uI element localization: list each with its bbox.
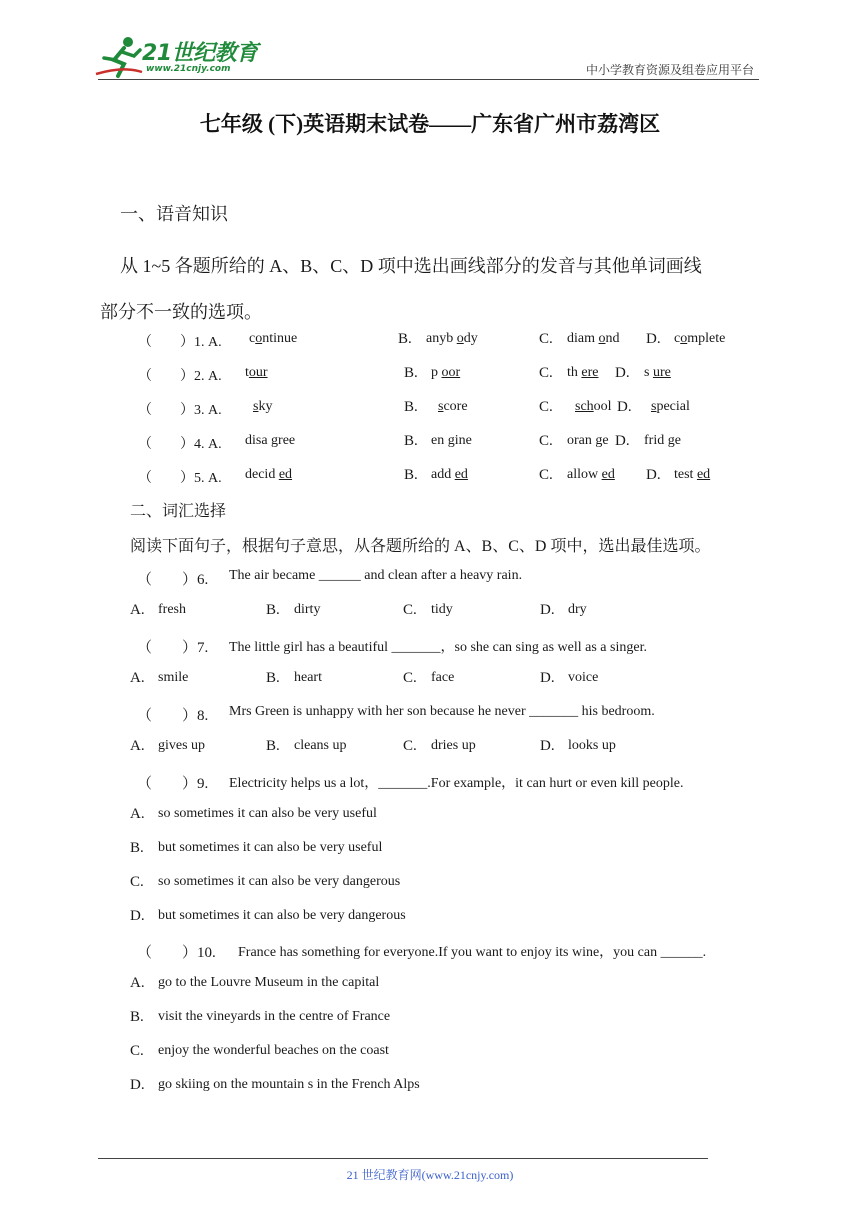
question-row-3: （ ）3. A. sky B. score C. school D. special	[138, 399, 690, 418]
option-b: dirty	[294, 602, 321, 617]
option-d: test ed	[674, 467, 711, 482]
question-number: （ ）3. A.	[138, 403, 222, 418]
question-8: （ ）8. Mrs Green is unhappy with her son because he never _______ his bedroom.	[137, 704, 655, 724]
question-7: （ ）7. The little girl has a beautiful _______，so she can sing as well as a singer.	[0, 636, 860, 658]
question-stem: Electricity helps us a lot，_______.For example，it can hurt or even kill people.	[229, 776, 684, 791]
question-9-option-a: A. so sometimes it can also be very useful	[130, 806, 377, 822]
question-row-1: （ ）1. A. continue B. anyb ody C. diam ond D. complete	[138, 331, 726, 350]
question-stem: The little girl has a beautiful _______，so she can sing as well as a singer.	[229, 640, 647, 655]
option-b: score	[438, 399, 468, 414]
question-stem: France has something for everyone.If you want to enjoy its wine，you can ______.	[238, 945, 707, 960]
page-header	[0, 0, 860, 82]
question-stem: The air became ______ and clean after a heavy rain.	[229, 568, 523, 583]
question-9-option-c: C. so sometimes it can also be very dangerous	[130, 874, 401, 890]
page-title: 七年级 (下)英语期末试卷——广东省广州市荔湾区	[199, 112, 661, 136]
question-10-option-b: B. visit the vineyards in the centre of France	[130, 1009, 391, 1025]
section2-instruction: 阅读下面句子，根据句子意思，从各题所给的 A、B、C、D 项中，选出最佳选项。	[130, 538, 711, 555]
option-d: special	[651, 399, 690, 414]
option-c: tidy	[431, 602, 453, 617]
option-b: anyb ody	[426, 331, 478, 346]
question-9: （ ）9. Electricity helps us a lot，_______.For example，it can hurt or even kill people.	[0, 772, 860, 794]
option-b: heart	[294, 670, 322, 685]
question-8-options: A. gives up B. cleans up C. dries up D. looks up	[130, 738, 616, 754]
question-row-2: （ ）2. A. tour B. p oor C. th ere D. s ure	[138, 365, 671, 384]
section2-heading: 二、词汇选择	[130, 503, 227, 520]
question-6: （ ）6. The air became ______ and clean after a heavy rain.	[137, 568, 523, 588]
question-10-option-d: D. go skiing on the mountain s in the French Alps	[130, 1077, 420, 1093]
question-7-options: A. smile B. heart C. face D. voice	[130, 670, 599, 686]
section1-heading: 一、语音知识	[120, 204, 228, 224]
instruction-line-2: 部分不一致的选项。	[100, 302, 262, 322]
footer-divider	[98, 1158, 708, 1159]
question-row-4: （ ）4. A. disa gree B. en gine C. oran ge D. frid ge	[138, 433, 681, 452]
option-a: decid ed	[245, 467, 293, 482]
option-a: sky	[253, 399, 273, 414]
option-c: diam ond	[567, 331, 620, 346]
option-a: fresh	[158, 602, 186, 617]
option-d: dry	[568, 602, 587, 617]
option-d: looks up	[568, 738, 616, 753]
option-b: en gine	[431, 433, 472, 448]
question-10-option-c: C. enjoy the wonderful beaches on the coast	[130, 1043, 389, 1059]
question-number: （ ）2. A.	[138, 369, 222, 384]
option-b: cleans up	[294, 738, 347, 753]
option-a: tour	[245, 365, 268, 380]
option-b: add ed	[431, 467, 468, 482]
question-10: （ ）10. France has something for everyone.If you want to enjoy its wine，you can ______.	[0, 941, 860, 963]
question-9-option-b: B. but sometimes it can also be very useful	[130, 840, 383, 856]
platform-label: 中小学教育资源及组卷应用平台	[585, 63, 754, 77]
option-d: s ure	[644, 365, 671, 380]
option-d: complete	[674, 331, 726, 346]
instruction-line-1: 从 1~5 各题所给的 A、B、C、D 项中选出画线部分的发音与其他单词画线	[120, 256, 702, 276]
option-c: th ere	[567, 365, 599, 380]
option-c: allow ed	[567, 467, 615, 482]
option-a: disa gree	[245, 433, 296, 448]
header-divider	[98, 79, 759, 80]
question-9-option-d: D. but sometimes it can also be very dangerous	[130, 908, 406, 924]
option-a: gives up	[158, 738, 206, 753]
logo-text: 21世纪教育	[142, 41, 258, 66]
option-d: voice	[568, 670, 599, 685]
question-stem: Mrs Green is unhappy with her son because he never _______ his bedroom.	[229, 704, 655, 719]
option-a: continue	[249, 331, 298, 346]
question-number: （ ）4. A.	[138, 437, 222, 452]
footer-link[interactable]: 21 世纪教育网(www.21cnjy.com)	[346, 1168, 514, 1182]
question-row-5: （ ）5. A. decid ed B. add ed C. allow ed D. test ed	[138, 467, 711, 486]
option-c: school	[575, 399, 612, 414]
question-10-option-a: A. go to the Louvre Museum in the capital	[130, 975, 380, 991]
option-b: p oor	[431, 365, 461, 380]
option-d: frid ge	[644, 433, 681, 448]
option-c: dries up	[431, 738, 476, 753]
option-c: oran ge	[567, 433, 609, 448]
question-number: （ ）1. A.	[138, 335, 222, 350]
option-c: face	[431, 670, 455, 685]
section1-instruction	[100, 243, 770, 335]
question-number: （ ）5. A.	[138, 471, 222, 486]
logo-url: www.21cnjy.com	[146, 64, 231, 74]
question-6-options: A. fresh B. dirty C. tidy D. dry	[130, 602, 587, 618]
option-a: smile	[158, 670, 189, 685]
